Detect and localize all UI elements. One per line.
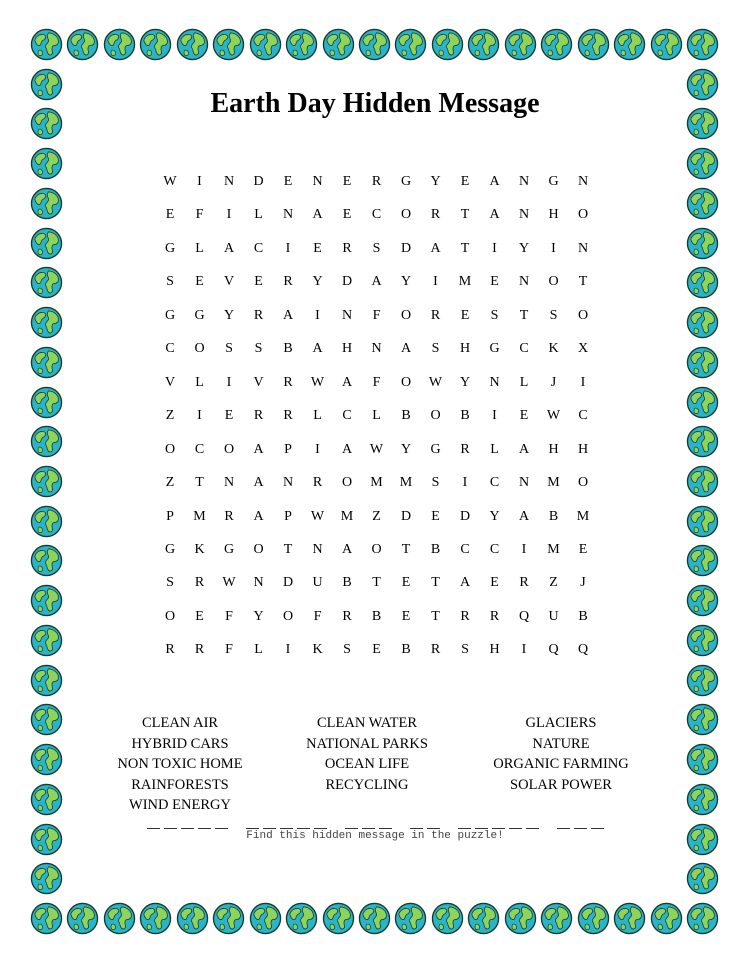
grid-letter: N [312, 541, 323, 557]
grid-letter: S [254, 341, 263, 357]
grid-letter: I [197, 408, 202, 424]
grid-letter: E [165, 207, 175, 223]
grid-letter: S [166, 274, 174, 290]
grid-letter: I [315, 307, 320, 323]
grid-letter: F [372, 307, 381, 323]
grid-letter: H [548, 441, 559, 457]
grid-letter: C [253, 240, 264, 256]
grid-letter: B [283, 341, 293, 357]
grid-letter: N [253, 575, 264, 591]
grid-letter: I [580, 374, 586, 390]
grid-letter: U [548, 608, 559, 624]
grid-letter: R [165, 642, 175, 658]
grid-letter: Q [518, 608, 530, 624]
word-list-item: NATURE [532, 735, 590, 752]
grid-letter: T [195, 475, 204, 491]
grid-letter: I [197, 174, 202, 189]
grid-letter: C [578, 408, 588, 424]
grid-letter: A [253, 508, 264, 524]
grid-letter: S [166, 575, 174, 591]
grid-letter: N [577, 240, 589, 256]
grid-letter: W [369, 441, 384, 457]
grid-letter: S [490, 307, 499, 323]
grid-letter: I [226, 374, 232, 390]
grid-letter: G [164, 240, 176, 256]
grid-letter: M [547, 541, 560, 557]
grid-letter: P [166, 508, 174, 524]
grid-letter: L [254, 207, 263, 223]
grid-letter: B [342, 575, 352, 591]
grid-letter: W [163, 174, 177, 189]
grid-letter: G [164, 541, 176, 557]
grid-letter: E [519, 408, 529, 424]
grid-letter: T [431, 608, 440, 624]
message-letter-blank [427, 828, 440, 829]
grid-letter: O [341, 475, 353, 491]
grid-letter: F [195, 207, 204, 223]
grid-letter: Q [548, 642, 559, 658]
message-letter-blank [345, 828, 358, 829]
grid-letter: F [225, 608, 233, 624]
grid-letter: N [489, 374, 500, 390]
grid-letter: O [577, 207, 589, 223]
grid-letter: F [372, 374, 381, 390]
grid-letter: D [400, 508, 412, 524]
message-letter-blank [198, 828, 211, 829]
grid-letter: R [194, 642, 205, 658]
grid-letter: M [458, 274, 472, 290]
grid-letter: A [341, 441, 353, 457]
grid-letter: C [371, 207, 382, 223]
grid-letter: O [400, 374, 412, 390]
grid-letter: O [164, 441, 176, 457]
grid-letter: R [342, 240, 352, 256]
grid-letter: I [433, 274, 438, 290]
grid-letter: N [518, 274, 530, 290]
grid-letter: U [312, 575, 323, 591]
grid-letter: E [401, 575, 411, 591]
grid-letter: O [577, 307, 589, 323]
grid-letter: N [341, 307, 353, 323]
page-title: Earth Day Hidden Message [210, 88, 540, 119]
grid-letter: I [551, 240, 556, 256]
grid-letter: R [253, 307, 264, 323]
message-letter-blank [492, 828, 505, 829]
message-letter-blank [314, 828, 327, 829]
grid-letter: J [580, 575, 586, 591]
grid-letter: M [576, 508, 590, 524]
grid-letter: T [283, 541, 293, 557]
grid-letter: M [370, 475, 383, 491]
grid-letter: L [490, 441, 499, 457]
message-letter-blank [475, 828, 488, 829]
grid-letter: G [194, 307, 205, 323]
message-letter-blank [164, 828, 177, 829]
grid-letter: Y [400, 441, 412, 457]
grid-letter: O [400, 207, 412, 223]
grid-letter: A [341, 541, 353, 557]
grid-letter: G [430, 441, 441, 457]
grid-letter: W [310, 374, 325, 390]
grid-letter: O [577, 475, 589, 491]
message-letter-blank [458, 828, 471, 829]
grid-letter: G [548, 174, 559, 189]
grid-letter: M [399, 475, 413, 491]
grid-letter: R [283, 274, 293, 290]
grid-letter: J [550, 374, 557, 390]
grid-letter: R [224, 508, 234, 524]
grid-letter: Z [372, 508, 381, 524]
word-list-item: ORGANIC FARMING [493, 756, 629, 772]
grid-letter: N [518, 174, 530, 189]
grid-letter: H [577, 441, 589, 457]
message-letter-blank [215, 828, 228, 829]
grid-letter: T [401, 541, 411, 557]
grid-letter: I [521, 642, 527, 658]
grid-letter: Z [165, 408, 175, 424]
message-letter-blank [379, 828, 392, 829]
word-list-item: CLEAN WATER [316, 715, 418, 731]
grid-letter: M [193, 508, 206, 524]
grid-letter: V [164, 374, 176, 390]
grid-letter: A [518, 508, 530, 524]
message-letter-blank [557, 828, 570, 829]
grid-letter: L [195, 240, 204, 256]
grid-letter: N [312, 174, 323, 189]
grid-letter: Y [518, 240, 530, 256]
grid-letter: S [549, 307, 558, 323]
message-letter-blank [297, 828, 310, 829]
grid-letter: E [401, 608, 411, 624]
grid-letter: K [194, 541, 205, 557]
grid-letter: Y [400, 274, 412, 290]
grid-letter: L [254, 642, 263, 658]
grid-letter: E [195, 608, 204, 624]
grid-letter: N [223, 475, 235, 491]
grid-letter: B [548, 508, 559, 524]
grid-letter: R [460, 441, 470, 457]
grid-letter: T [372, 575, 381, 591]
grid-letter: T [460, 207, 470, 223]
grid-letter: S [372, 240, 381, 256]
word-list-item: SOLAR POWER [510, 776, 612, 793]
grid-letter: R [430, 642, 441, 658]
grid-letter: D [400, 240, 412, 256]
grid-letter: H [489, 642, 500, 658]
grid-letter: L [195, 374, 204, 390]
grid-letter: M [547, 475, 560, 491]
grid-letter: Y [253, 608, 264, 624]
grid-letter: I [285, 642, 291, 658]
grid-letter: F [313, 608, 322, 624]
grid-letter: C [519, 341, 529, 357]
grid-letter: I [521, 541, 527, 557]
message-letter-blank [526, 828, 539, 829]
grid-letter: E [578, 541, 588, 557]
grid-letter: Q [577, 642, 589, 658]
grid-letter: E [342, 174, 352, 189]
word-list-item: HYBRID CARS [131, 735, 229, 752]
grid-letter: D [282, 575, 294, 591]
grid-letter: N [518, 207, 530, 223]
grid-letter: G [223, 541, 235, 557]
grid-letter: I [492, 240, 497, 256]
grid-letter: X [577, 341, 589, 357]
grid-letter: O [194, 341, 205, 357]
grid-letter: O [282, 608, 294, 624]
grid-letter: P [284, 441, 292, 457]
grid-letter: M [340, 508, 354, 524]
grid-letter: E [460, 307, 470, 323]
grid-letter: K [312, 642, 323, 658]
message-letter-blank [181, 828, 194, 829]
message-letter-blank [362, 828, 375, 829]
grid-letter: N [282, 207, 294, 223]
grid-letter: Z [549, 575, 558, 591]
word-list-item: OCEAN LIFE [324, 756, 410, 772]
grid-letter: D [459, 508, 471, 524]
word-list-item: NATIONAL PARKS [306, 735, 428, 752]
grid-letter: Y [223, 307, 235, 323]
hidden-message-hint: Find this hidden message in the puzzle! [246, 830, 504, 842]
grid-letter: A [223, 240, 235, 256]
grid-letter: S [225, 341, 233, 357]
word-list-item: WIND ENERGY [129, 797, 231, 813]
word-list-item: RAINFORESTS [131, 776, 229, 793]
grid-letter: E [224, 408, 234, 424]
grid-letter: Y [489, 508, 500, 524]
grid-letter: A [282, 307, 294, 323]
grid-letter: V [223, 274, 235, 290]
grid-letter: E [254, 274, 263, 290]
grid-letter: E [313, 240, 322, 256]
grid-letter: R [430, 207, 441, 223]
grid-letter: L [519, 374, 529, 390]
grid-letter: L [313, 408, 322, 424]
grid-letter: A [253, 441, 264, 457]
grid-letter: O [430, 408, 441, 424]
grid-letter: O [164, 608, 176, 624]
message-letter-blank [147, 828, 160, 829]
grid-letter: B [430, 541, 441, 557]
grid-letter: N [282, 475, 294, 491]
grid-letter: Z [165, 475, 175, 491]
word-list-item: GLACIERS [525, 715, 597, 731]
grid-letter: I [315, 441, 320, 457]
grid-letter: I [492, 408, 497, 424]
grid-letter: K [548, 341, 559, 357]
grid-letter: H [548, 207, 559, 223]
grid-letter: G [164, 307, 176, 323]
grid-letter: F [225, 642, 233, 658]
word-list-item: NON TOXIC HOME [117, 756, 243, 772]
grid-letter: E [372, 642, 381, 658]
grid-letter: D [341, 274, 353, 290]
grid-letter: W [546, 408, 561, 424]
grid-letter: R [371, 174, 382, 189]
message-letter-blank [410, 828, 423, 829]
grid-letter: C [460, 541, 470, 557]
grid-letter: G [400, 174, 412, 189]
grid-letter: R [460, 608, 470, 624]
grid-letter: E [460, 174, 470, 189]
grid-letter: C [489, 475, 500, 491]
grid-letter: A [489, 174, 500, 189]
grid-letter: E [490, 274, 499, 290]
grid-letter: S [431, 475, 440, 491]
grid-letter: Y [459, 374, 471, 390]
grid-letter: N [577, 174, 589, 189]
grid-letter: I [462, 475, 468, 491]
message-letter-blank [591, 828, 604, 829]
message-letter-blank [280, 828, 293, 829]
grid-letter: R [430, 307, 441, 323]
grid-letter: S [431, 341, 440, 357]
grid-letter: C [342, 408, 352, 424]
grid-letter: V [253, 374, 264, 390]
grid-letter: A [430, 240, 441, 256]
message-letter-blank [509, 828, 522, 829]
grid-letter: R [194, 575, 205, 591]
grid-letter: H [459, 341, 471, 357]
grid-letter: D [253, 174, 264, 189]
message-letter-blank [574, 828, 587, 829]
grid-letter: Y [430, 174, 441, 189]
grid-letter: N [223, 174, 235, 189]
grid-letter: R [283, 408, 293, 424]
grid-letter: T [578, 274, 588, 290]
grid-letter: T [519, 307, 529, 323]
grid-letter: O [223, 441, 235, 457]
grid-letter: G [489, 341, 500, 357]
grid-letter: C [489, 541, 500, 557]
grid-letter: W [428, 374, 443, 390]
grid-letter: N [518, 475, 530, 491]
grid-letter: R [519, 575, 529, 591]
grid-letter: A [312, 207, 323, 223]
grid-letter: A [312, 341, 323, 357]
grid-letter: A [253, 475, 264, 491]
grid-letter: W [222, 575, 236, 591]
grid-letter: A [400, 341, 412, 357]
grid-letter: W [310, 508, 325, 524]
grid-letter: S [343, 642, 351, 658]
grid-letter: O [400, 307, 412, 323]
grid-letter: E [283, 174, 293, 189]
grid-letter: C [194, 441, 205, 457]
grid-letter: P [284, 508, 292, 524]
grid-letter: N [371, 341, 382, 357]
grid-letter: R [342, 608, 352, 624]
grid-letter: H [341, 341, 353, 357]
grid-letter: E [431, 508, 440, 524]
grid-letter: B [578, 608, 588, 624]
grid-letter: B [401, 642, 411, 658]
message-letter-blank [263, 828, 276, 829]
grid-letter: E [490, 575, 499, 591]
grid-letter: I [226, 207, 232, 223]
grid-letter: R [253, 408, 264, 424]
grid-letter: S [461, 642, 469, 658]
grid-letter: A [459, 575, 471, 591]
word-list-item: CLEAN AIR [141, 715, 219, 731]
grid-letter: O [548, 274, 559, 290]
grid-letter: A [341, 374, 353, 390]
grid-letter: Y [312, 274, 323, 290]
grid-letter: R [489, 608, 500, 624]
grid-letter: T [431, 575, 440, 591]
grid-letter: R [283, 374, 293, 390]
grid-letter: C [165, 341, 175, 357]
message-letter-blank [246, 828, 259, 829]
grid-letter: O [253, 541, 264, 557]
grid-letter: E [195, 274, 204, 290]
grid-letter: L [372, 408, 381, 424]
grid-letter: T [460, 240, 470, 256]
grid-letter: B [401, 408, 411, 424]
word-list-item: RECYCLING [325, 776, 409, 793]
grid-letter: O [371, 541, 382, 557]
grid-letter: E [342, 207, 352, 223]
grid-letter: B [460, 408, 470, 424]
grid-letter: B [371, 608, 382, 624]
grid-letter: A [489, 207, 500, 223]
grid-letter: A [518, 441, 530, 457]
grid-letter: I [285, 240, 291, 256]
grid-letter: A [371, 274, 382, 290]
grid-letter: R [312, 475, 323, 491]
